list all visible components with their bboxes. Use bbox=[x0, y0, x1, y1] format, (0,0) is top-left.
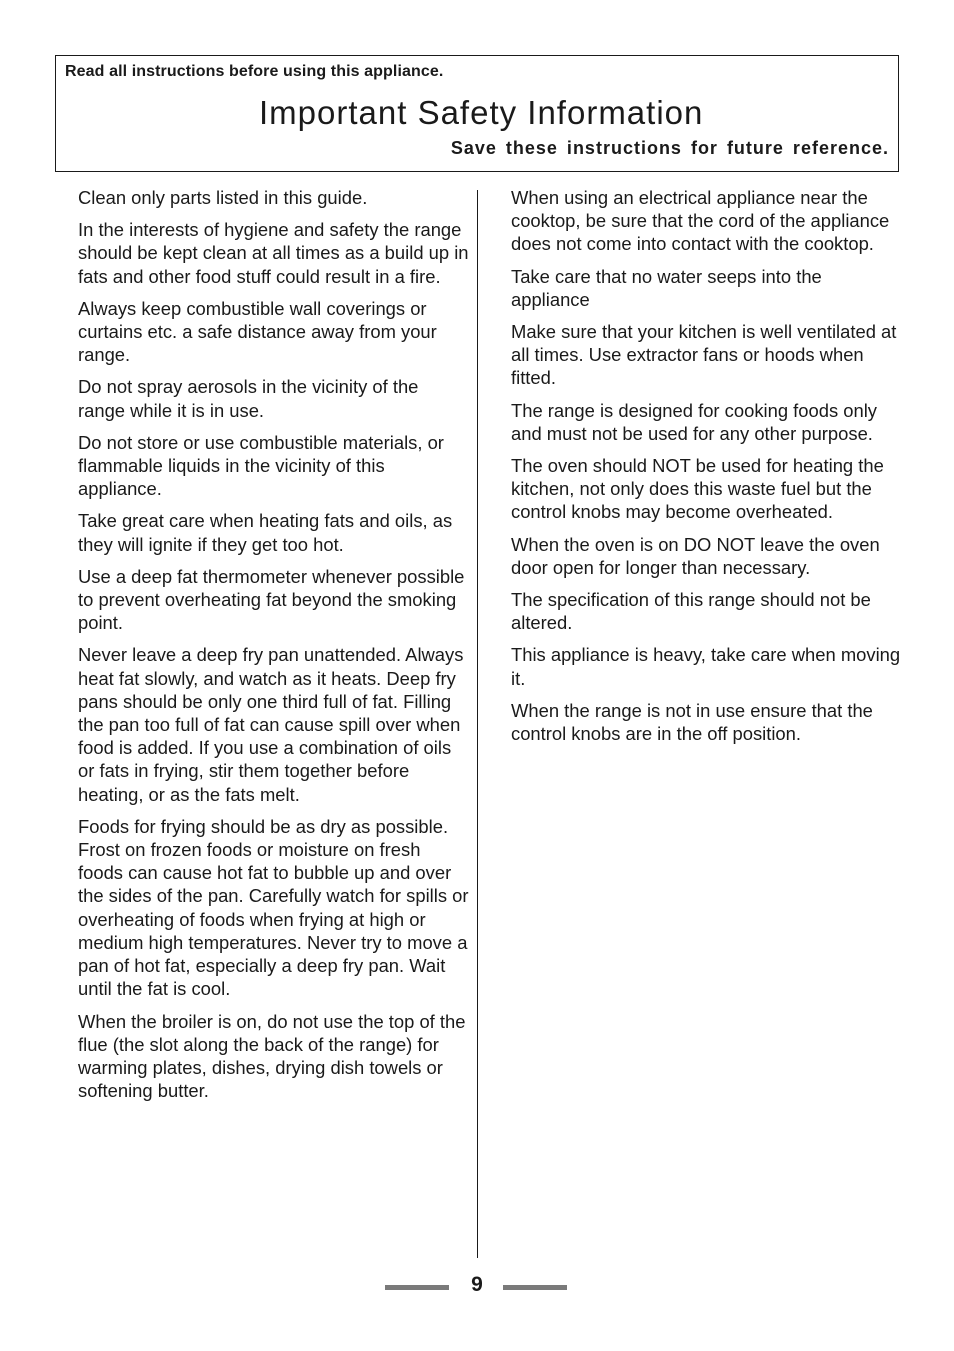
paragraph: When the range is not in use ensure that the control knobs are in the off position. bbox=[511, 699, 873, 745]
column-divider bbox=[477, 190, 478, 1258]
paragraph: Clean only parts listed in this guide. bbox=[78, 187, 368, 208]
left-column bbox=[78, 186, 470, 1111]
paragraph: When the oven is on DO NOT leave the oven door open for longer than necessary. bbox=[511, 533, 880, 578]
page-title: Important Safety Information bbox=[259, 94, 704, 131]
paragraph: Always keep combustible wall coverings or curtains etc. a safe distance away from your range. bbox=[78, 297, 437, 366]
paragraph: Foods for frying should be as dry as possible. Frost on frozen foods or moisture on fresh foods can cause hot fat to bubble up and over the sides of the pan. Carefully watch for spills or overheating of foods when frying at high or medium high temperatures. Never try to move a pan of hot fat, especially a deep fry pan. Wait until the fat is cool. bbox=[78, 815, 469, 1000]
footer-bar-left bbox=[385, 1285, 449, 1290]
footer-bar-right bbox=[503, 1285, 567, 1290]
paragraph: The range is designed for cooking foods only and must not be used for any other purpose. bbox=[511, 399, 877, 444]
paragraph: Take care that no water seeps into the appliance bbox=[511, 265, 822, 310]
paragraph: The specification of this range should not be altered. bbox=[511, 589, 871, 634]
paragraph: Do not store or use combustible materials, or flammable liquids in the vicinity of this appliance. bbox=[78, 431, 444, 500]
paragraph: Make sure that your kitchen is well ventilated at all times. Use extractor fans or hoods when fitted. bbox=[511, 321, 897, 389]
paragraph: This appliance is heavy, take care when moving it. bbox=[511, 644, 901, 689]
paragraph: Take great care when heating fats and oils, as they will ignite if they get too hot. bbox=[78, 510, 453, 555]
pre-title-notice: Read all instructions before using this appliance. bbox=[65, 63, 444, 80]
header-box bbox=[55, 55, 899, 172]
paragraph: Do not spray aerosols in the vicinity of the range while it is in use. bbox=[78, 376, 419, 421]
paragraph: The oven should NOT be used for heating the kitchen, not only does this waste fuel but the control knobs may become overheated. bbox=[511, 455, 884, 523]
paragraph: When using an electrical appliance near the cooktop, be sure that the cord of the appliance does not come into contact with the cooktop. bbox=[511, 187, 890, 255]
paragraph: Never leave a deep fry pan unattended. Always heat fat slowly, and watch as it heats. Deep fry pans should be only one third full of fat. Filling the pan too full of fat can cause spill over when food is added. If you use a combination of oils or fats in frying, stir them together before heating, or as the fats melt. bbox=[78, 644, 464, 805]
paragraph: Use a deep fat thermometer whenever possible to prevent overheating fat beyond the smoking point. bbox=[78, 565, 465, 634]
save-instructions-notice: Save these instructions for future reference. bbox=[450, 138, 889, 158]
paragraph: In the interests of hygiene and safety the range should be kept clean at all times as a build up in fats and other food stuff could result in a fire. bbox=[78, 219, 469, 287]
right-column bbox=[511, 186, 903, 754]
paragraph: When the broiler is on, do not use the top of the flue (the slot along the back of the range) for warming plates, dishes, drying dish towels or softening butter. bbox=[78, 1010, 466, 1102]
page-number: 9 bbox=[471, 1273, 483, 1296]
